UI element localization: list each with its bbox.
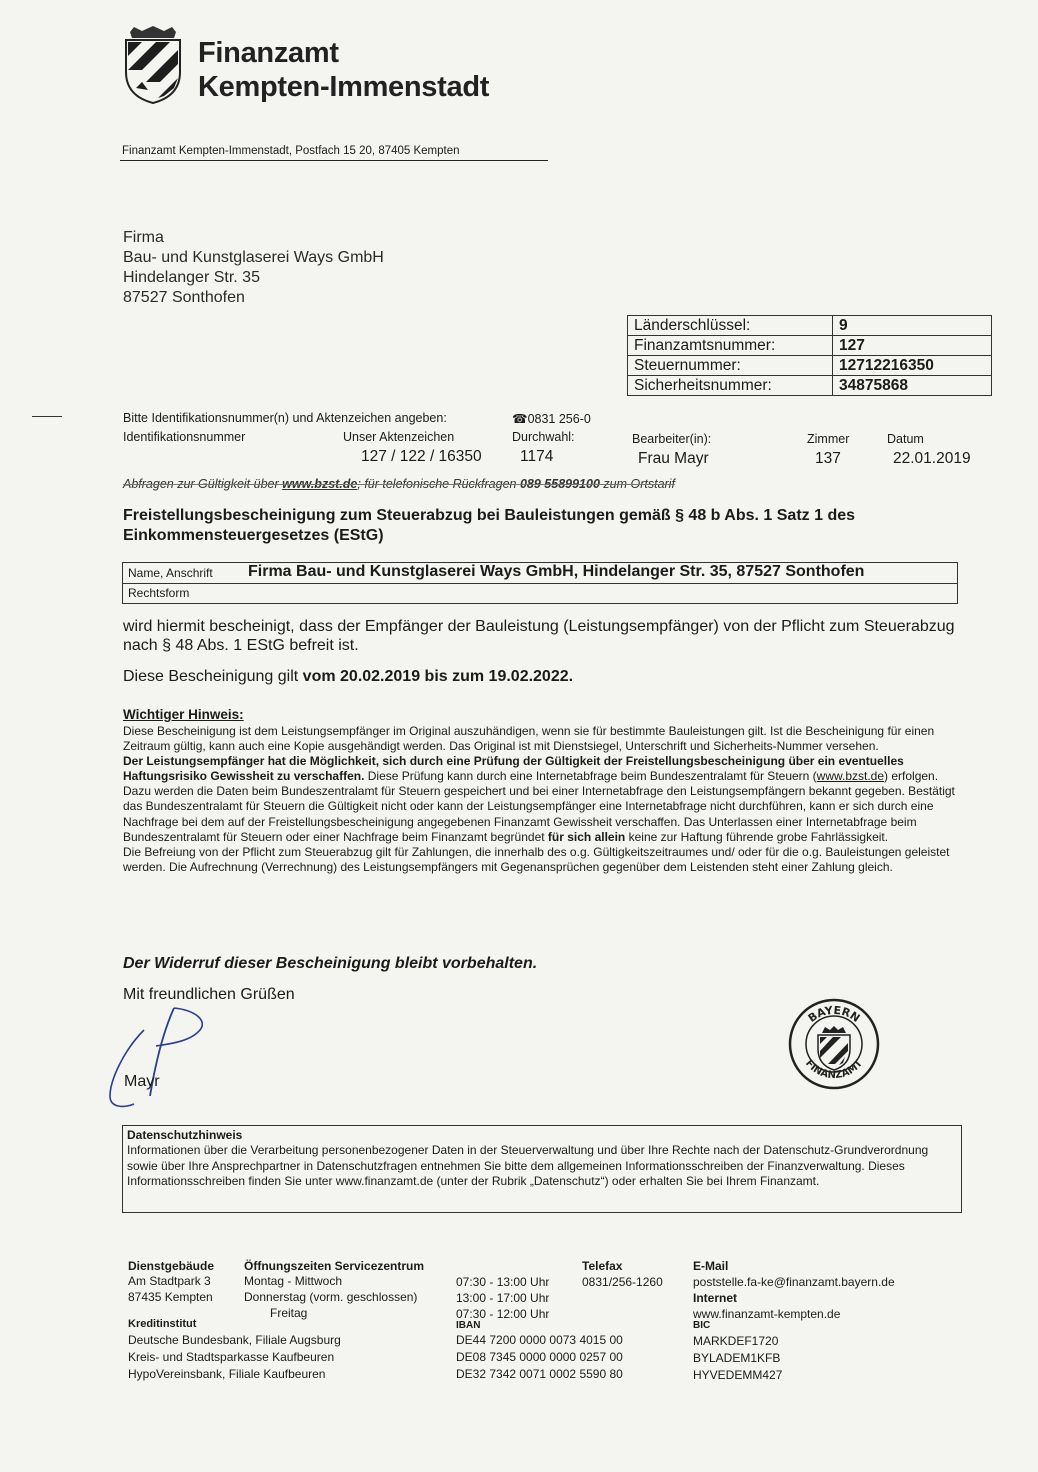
recipient-line: Bau- und Kunstglaserei Ways GmbH: [123, 249, 384, 266]
divider: [120, 160, 548, 161]
opening-time: 07:30 - 12:00 Uhr: [456, 1307, 550, 1321]
exemption-statement: wird hiermit bescheinigt, dass der Empfänger der Bauleistung (Leistungsempfänger) von der Pflicht zum Steuerabzug nach § 48 Abs. 1 EStG befreit ist.: [123, 618, 955, 654]
query-note-text: ; für telefonische Rückfragen: [357, 477, 520, 491]
opening-time: 13:00 - 17:00 Uhr: [456, 1291, 550, 1305]
svg-text:BAYERN: [806, 1004, 863, 1025]
document-title: Freistellungsbescheinigung zum Steuerabzug bei Bauleistungen gemäß § 48 b Abs. 1 Satz 1 des Einkommensteuergesetzes (EStG): [123, 507, 856, 544]
org-name-line1: Finanzamt: [198, 37, 339, 69]
seal-text-bottom: FINANZAMT: [802, 1058, 866, 1082]
dienst-line: 87435 Kempten: [128, 1290, 213, 1304]
reference-instruction: Bitte Identifikationsnummer(n) und Aktenzeichen angeben:: [123, 411, 447, 425]
bearbeiter-label: Bearbeiter(in):: [632, 432, 712, 446]
hint-bold-text: für sich allein: [547, 829, 626, 844]
opening-day: Donnerstag (vorm. geschlossen): [244, 1290, 418, 1304]
phone-number: ☎0831 256-0: [512, 412, 591, 426]
info-label: Finanzamtsnummer:: [628, 336, 833, 356]
name-value: Firma Bau- und Kunstglaserei Ways GmbH, Hindelanger Str. 35, 87527 Sonthofen: [248, 563, 865, 580]
hint-paragraph: keine zur Haftung führende grobe Fahrlässigkeit.: [625, 829, 889, 844]
validity-prefix: Diese Bescheinigung gilt: [123, 668, 303, 685]
handwritten-signature: [104, 1000, 214, 1110]
bavarian-coat-of-arms-logo: [122, 26, 184, 104]
dienst-line: Am Stadtpark 3: [128, 1274, 211, 1288]
bearbeiter-value: Frau Mayr: [638, 450, 709, 467]
hint-heading: Wichtiger Hinweis:: [123, 707, 244, 722]
name-label: Name, Anschrift: [128, 566, 213, 580]
info-label: Sicherheitsnummer:: [628, 376, 833, 396]
datum-value: 22.01.2019: [893, 450, 971, 467]
bic-label: BIC: [693, 1320, 711, 1331]
tax-info-table: [627, 315, 992, 396]
table-row: [628, 356, 992, 376]
iban-label: IBAN: [456, 1320, 481, 1331]
official-seal-stamp: [787, 997, 881, 1091]
org-name-line2: Kempten-Immenstadt: [198, 71, 490, 103]
info-value: 34875868: [833, 376, 992, 396]
hint-paragraph: Die Befreiung von der Pflicht zum Steuerabzug gilt für Zahlungen, die innerhalb des o.g. Gültigkeitszeitraumes und/ oder für die o.g. Bauleistungen geleistet werden. Die Aufrechnung (Verrechnung) des Leistungsempfängers mit Gegenansprüchen gegenüber dem Leistenden steht einer Zahlung gleich.: [123, 844, 950, 874]
email-label: E-Mail: [693, 1259, 729, 1273]
bzst-link[interactable]: www.bzst.de: [282, 477, 358, 491]
seal-text-top: BAYERN: [805, 1003, 863, 1025]
bank-iban: DE32 7342 0071 0002 5590 80: [456, 1367, 623, 1381]
durchwahl-label: Durchwahl:: [512, 430, 575, 444]
info-value: 127: [833, 336, 992, 356]
dienst-label: Dienstgebäude: [128, 1259, 215, 1273]
zimmer-value: 137: [815, 450, 841, 467]
recipient-line: Hindelanger Str. 35: [123, 269, 260, 286]
email-value[interactable]: poststelle.fa-ke@finanzamt.bayern.de: [693, 1275, 895, 1289]
table-row: [628, 376, 992, 396]
bank-iban: DE08 7345 0000 0000 0257 00: [456, 1350, 623, 1364]
opening-time: 07:30 - 13:00 Uhr: [456, 1275, 550, 1289]
privacy-text: Informationen über die Verarbeitung personenbezogener Daten in der Steuerverwaltung und über Ihre Rechte nach der Datenschutz-Grundverordnung sowie über Ihre Ansprechpartner in Datenschutzfragen entnehmen Sie bitte dem allgemeinen Informationsschreiben der Finanzverwaltung. Dieses Informationsschreiben finden Sie unter www.finanzamt.de (unter der Rubrik „Datenschutz“) oder erhalten Sie bei Ihrem Finanzamt.: [127, 1143, 929, 1188]
hint-paragraph: Diese Bescheinigung ist dem Leistungsempfänger im Original auszuhändigen, wenn sie für bestimmte Bauleistungen gilt. Ist die Bescheinigung für einen Zeitraum gültig, kann auch eine Kopie ausgehändigt werden. Das Original ist mit Dienstsiegel, Unterschrift und Sicherheits-Nummer versehen.: [123, 724, 935, 754]
revocation-notice: Der Widerruf dieser Bescheinigung bleibt vorbehalten.: [123, 955, 538, 972]
privacy-notice-box: [122, 1125, 962, 1213]
aktenzeichen-label: Unser Aktenzeichen: [343, 430, 455, 444]
query-note-text: zum Ortstarif: [599, 477, 675, 491]
opening-hours-label: Öffnungszeiten Servicezentrum: [244, 1259, 425, 1273]
id-label: Identifikationsnummer: [123, 430, 246, 444]
privacy-heading: Datenschutzhinweis: [127, 1128, 243, 1142]
telefax-label: Telefax: [582, 1259, 623, 1273]
hint-paragraph: Diese Prüfung kann durch eine Internetabfrage beim Bundeszentralamt für Steuern (: [364, 769, 817, 784]
fold-mark: [32, 416, 62, 417]
bank-iban: DE44 7200 0000 0073 4015 00: [456, 1333, 623, 1347]
info-value: 12712216350: [833, 356, 992, 376]
sender-line: Finanzamt Kempten-Immenstadt, Postfach 15 20, 87405 Kempten: [122, 145, 460, 157]
info-value: 9: [833, 316, 992, 336]
bank-bic: BYLADEM1KFB: [693, 1351, 781, 1365]
table-row: [628, 336, 992, 356]
bank-name: Kreis- und Stadtsparkasse Kaufbeuren: [128, 1350, 335, 1364]
rechtsform-label: Rechtsform: [128, 586, 190, 600]
name-address-box: [122, 562, 958, 604]
bank-bic: MARKDEF1720: [693, 1334, 779, 1348]
query-phone: 089 55899100: [519, 477, 600, 491]
validity-line: [123, 668, 573, 686]
name-row: [123, 563, 957, 584]
table-row: [628, 316, 992, 336]
info-label: Länderschlüssel:: [628, 316, 833, 336]
recipient-line: Firma: [123, 229, 164, 246]
recipient-line: 87527 Sonthofen: [123, 289, 245, 306]
bank-name: HypoVereinsbank, Filiale Kaufbeuren: [128, 1367, 326, 1381]
hint-paragraph: ) erfolgen. Dazu werden die Daten beim Bundeszentralamt für Steuern gespeichert und bei einer Internetabfrage den Leistungsempfängern bekannt gegeben. Bestätigt das Bundeszentralamt für Steuern die Gültigkeit nicht oder kann der Leistungsempfänger eine Internetabfrage nicht durchführen, kann er sich durch eine Nachfrage bei dem auf der Freistellungsbescheinigung angegebenen Finanzamt Gewissheit verschaffen. Das Unterlassen einer Internetabfrage beim Bundeszentralamt für Steuern oder einer Nachfrage beim Finanzamt begründet: [123, 769, 955, 844]
bank-name: Deutsche Bundesbank, Filiale Augsburg: [128, 1333, 341, 1347]
query-note: [123, 477, 675, 491]
telefax-value: 0831/256-1260: [582, 1275, 663, 1289]
hint-text: [123, 724, 955, 875]
bank-bic: HYVEDEMM427: [693, 1368, 783, 1382]
kredit-label: Kreditinstitut: [128, 1318, 197, 1330]
validity-period: vom 20.02.2019 bis zum 19.02.2022.: [302, 668, 574, 685]
datum-label: Datum: [887, 432, 924, 446]
query-note-text: Abfragen zur Gültigkeit über: [123, 477, 283, 491]
durchwahl-value: 1174: [520, 448, 554, 465]
closing-greeting: Mit freundlichen Grüßen: [123, 986, 295, 1003]
info-label: Steuernummer:: [628, 356, 833, 376]
internet-value[interactable]: www.finanzamt-kempten.de: [693, 1307, 841, 1321]
hint-bold-text: Der Leistungsempfänger hat die Möglichkeit, sich durch eine Prüfung der Gültigkeit der Freistellungsbescheinigung über ein eventuelles Haftungsrisiko Gewissheit zu verschaffen.: [123, 754, 904, 784]
signatory-name: Mayr: [124, 1073, 160, 1090]
opening-day: Freitag: [270, 1306, 308, 1320]
internet-label: Internet: [693, 1291, 738, 1305]
aktenzeichen-value: 127 / 122 / 16350: [361, 448, 482, 465]
zimmer-label: Zimmer: [807, 432, 850, 446]
bzst-link[interactable]: www.bzst.de: [816, 769, 885, 784]
opening-day: Montag - Mittwoch: [244, 1274, 343, 1288]
